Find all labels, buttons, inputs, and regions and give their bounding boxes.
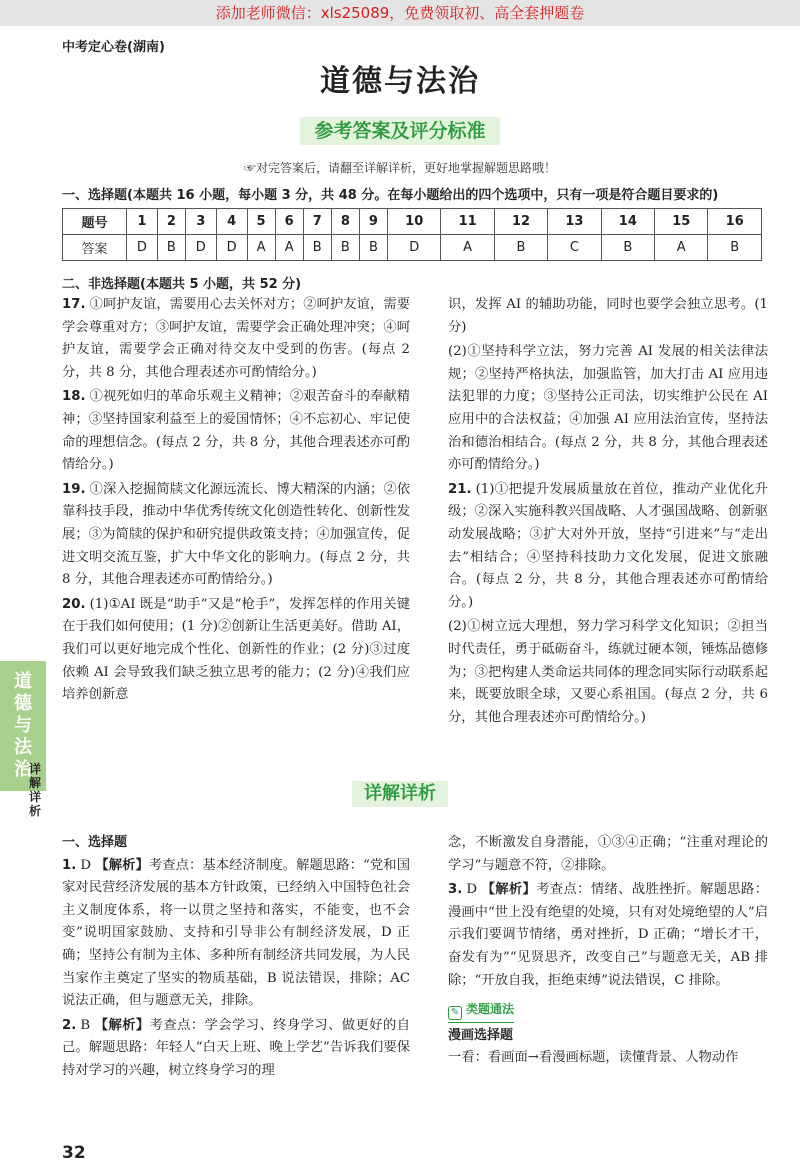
answer-cell: D xyxy=(185,235,216,261)
answer-20-part2: (2)①坚持科学立法，努力完善 AI 发展的相关法律法规；②坚持严格执法，加强监管，加大打击 AI 应用违法犯罪的力度；③坚持公正司法，切实维护公民在 AI 应用中的合法权益；④加强 AI 应用法治宣传，坚持法治和德治相结合。(每点 2 分，共 8 分，其他合理表述亦可酌情给分。) xyxy=(448,344,768,473)
question-number-cell: 2 xyxy=(157,209,185,235)
detail-3 xyxy=(448,879,768,992)
analysis-tag: 【解析】 xyxy=(95,857,149,873)
answer-cell: C xyxy=(548,235,601,261)
type-method-label: 类题通法 xyxy=(466,1002,515,1017)
question-number-cell: 14 xyxy=(601,209,654,235)
answer-cell: B xyxy=(303,235,331,261)
answer-cell: A xyxy=(275,235,303,261)
answer-cell: B xyxy=(494,235,547,261)
q-text: 考查点：学会学习、终身学习、做更好的自己。解题思路：年轻人“白天上班、晚上学艺”告诉我们要保持对学习的兴趣，树立终身学习的理 xyxy=(62,1017,411,1078)
question-number-cell: 4 xyxy=(216,209,247,235)
question-number-cell: 8 xyxy=(331,209,359,235)
answer-21 xyxy=(448,479,768,615)
detail-2-cont: 念，不断激发自身潜能，①③④正确；“注重对理论的学习”与题意不符，②排除。 xyxy=(448,835,768,873)
pointer-icon: ☞ xyxy=(243,161,256,175)
analysis-tag: 【解析】 xyxy=(481,882,537,898)
section-detail-heading: 详解详析 xyxy=(352,781,448,807)
side-tab-char: 治 xyxy=(14,759,32,780)
section-choice-heading: 一、选择题(本题共 16 小题，每小题 3 分，共 48 分。在每小题给出的四个选项中，只有一项是符合题目要求的) xyxy=(62,188,719,203)
side-tab-char: 道 xyxy=(14,671,32,692)
q-number: 21. xyxy=(448,481,472,497)
q-text: ①深入挖掘简牍文化源远流长、博大精深的内涵；②依靠科技手段，推动中华优秀传统文化创造性转化、创新性发展；③为简牍的保护和研究提供政策支持；④加强宣传，促进文明交流互鉴，扩大中华文化的影响力。(每点 2 分，共 8 分，其他合理表述亦可酌情给分。) xyxy=(62,481,410,588)
q-text: 考查点：基本经济制度。解题思路：“党和国家对民营经济发展的基本方针政策，已经纳入中国特色社会主义制度体系，将一以贯之坚持和落实，不能变，也不会变”说明国家鼓励、支持和引导非公有制经济发展，D 正确；坚持公有制为主体、多种所有制经济共同发展，为人民当家作主奠定了坚实的物质基础，B 说法错误，排除；AC 说法正确，但与题意无关，排除。 xyxy=(62,857,410,1009)
answer-cell: D xyxy=(127,235,158,261)
question-number-cell: 5 xyxy=(247,209,275,235)
q-number: 20. xyxy=(62,596,86,612)
page-number: 32 xyxy=(62,1143,86,1163)
question-number-cell: 9 xyxy=(359,209,387,235)
answer-cell: A xyxy=(441,235,494,261)
detail-right-column xyxy=(448,832,768,1072)
q-text: (1)①AI 既是“助手”又是“枪手”，发挥怎样的作用关键在于我们如何使用；(1 分)②创新让生活更美好。借助 AI，我们可以更好地完成个性化、创新性的作业；(2 分)③过度依赖 AI 会导致我们缺乏独立思考的能力；(2 分)④我们应培养创新意 xyxy=(62,596,410,703)
type-method-tag xyxy=(448,998,514,1023)
answer-cell: D xyxy=(216,235,247,261)
answer-table xyxy=(62,208,762,261)
q-text: (1)①把提升发展质量放在首位，推动产业优化升级；②深入实施科教兴国战略、人才强国战略、创新驱动发展战略；③扩大对外开放，坚持“引进来”与“走出去”相结合；④坚持科技助力文化发展，促进文旅融合。(每点 2 分，共 8 分，其他合理表述亦可酌情给分。) xyxy=(448,481,768,610)
q-number: 17. xyxy=(62,297,86,312)
answer-cell: B xyxy=(331,235,359,261)
answer-cell: B xyxy=(708,235,762,261)
q-number: 1. xyxy=(62,857,77,873)
detail-choice-heading: 一、选择题 xyxy=(62,835,128,850)
q-text: 考查点：情绪、战胜挫折。解题思路：漫画中“世上没有绝望的处境，只有对处境绝望的人”启示我们要调节情绪，勇对挫折，D 正确；“增长才干，奋发有为”“见贤思齐，改变自己”与题意无关，AB 排除；“开放自我，拒绝束缚”说法错误，C 排除。 xyxy=(448,882,768,988)
answer-20-cont: 识，发挥 AI 的辅助功能，同时也要学会独立思考。(1 分) xyxy=(448,297,768,335)
detail-left-column xyxy=(62,832,410,1085)
series-label: 中考定心卷(湖南) xyxy=(62,40,165,55)
q-number: 2. xyxy=(62,1017,77,1033)
side-tab-char: 法 xyxy=(14,737,32,758)
question-number-cell: 16 xyxy=(708,209,762,235)
analysis-tag: 【解析】 xyxy=(94,1017,150,1033)
question-number-cell: 11 xyxy=(441,209,494,235)
question-number-cell: 6 xyxy=(275,209,303,235)
answer-cell: B xyxy=(359,235,387,261)
answers-right-column xyxy=(448,294,768,731)
answer-table-num-row xyxy=(63,209,762,235)
tip-line xyxy=(0,159,800,176)
question-number-cell: 7 xyxy=(303,209,331,235)
answer-18 xyxy=(62,386,410,476)
answer-cell: A xyxy=(247,235,275,261)
q-answer: B xyxy=(80,1017,91,1033)
answer-20 xyxy=(62,594,410,707)
q-number: 19. xyxy=(62,481,86,497)
q-number: 3. xyxy=(448,882,463,898)
q-answer: D xyxy=(466,882,477,898)
top-banner: 添加老师微信：xls25089，免费领取初、高全套押题卷 xyxy=(0,0,800,26)
q-text: ①呵护友谊，需要用心去关怀对方；②呵护友谊，需要学会尊重对方；③呵护友谊，需要学会正确处理冲突；④呵护友谊，需要学会正确对待交友中受到的伤害。(每点 2 分，共 8 分，其他合理表述亦可酌情给分。) xyxy=(62,297,410,380)
answer-19 xyxy=(62,479,410,592)
question-number-cell: 3 xyxy=(185,209,216,235)
answers-left-column xyxy=(62,294,410,709)
answer-21-part2: (2)①树立远大理想，努力学习科学文化知识；②担当时代责任，勇于砥砺奋斗，练就过硬本领，锤炼品德修为；③把构建人类命运共同体的理念同实际行动联系起来，既要放眼全球，又要心系祖国。(每点 2 分，共 6 分，其他合理表述亦可酌情给分。) xyxy=(448,619,768,725)
question-number-cell: 12 xyxy=(494,209,547,235)
comic-title: 漫画选择题 xyxy=(448,1027,514,1043)
answer-cell: B xyxy=(601,235,654,261)
side-sub-label: 详解详析 xyxy=(28,762,41,818)
page-title: 道德与法治 xyxy=(320,64,480,99)
answer-table-ans-row xyxy=(63,235,762,261)
detail-1 xyxy=(62,855,410,1013)
ans-label: 答案 xyxy=(63,235,127,261)
answer-cell: A xyxy=(655,235,708,261)
comic-text: 一看：看画面→看漫画标题，读懂背景、人物动作 xyxy=(448,1050,739,1066)
q-answer: D xyxy=(80,857,91,873)
detail-2 xyxy=(62,1015,410,1083)
section-nonchoice-heading: 二、非选择题(本题共 5 小题，共 52 分) xyxy=(62,277,302,292)
answer-cell: B xyxy=(157,235,185,261)
num-label: 题号 xyxy=(63,209,127,235)
question-number-cell: 1 xyxy=(127,209,158,235)
question-number-cell: 15 xyxy=(655,209,708,235)
q-number: 18. xyxy=(62,389,86,405)
question-number-cell: 13 xyxy=(548,209,601,235)
question-number-cell: 10 xyxy=(388,209,441,235)
subtitle: 参考答案及评分标准 xyxy=(300,117,499,145)
side-tab-char: 德 xyxy=(14,693,32,714)
answer-17 xyxy=(62,294,410,384)
tip-text: 对完答案后，请翻至详解详析，更好地掌握解题思路哦！ xyxy=(256,161,557,175)
side-tab-char: 与 xyxy=(14,715,32,736)
answer-cell: D xyxy=(388,235,441,261)
q-text: ①视死如归的革命乐观主义精神；②艰苦奋斗的奉献精神；③坚持国家利益至上的爱国情怀；④不忘初心、牢记使命的理想信念。(每点 2 分，共 8 分，其他合理表述亦可酌情给分。) xyxy=(62,389,410,473)
method-icon: ✎ xyxy=(448,1006,462,1020)
